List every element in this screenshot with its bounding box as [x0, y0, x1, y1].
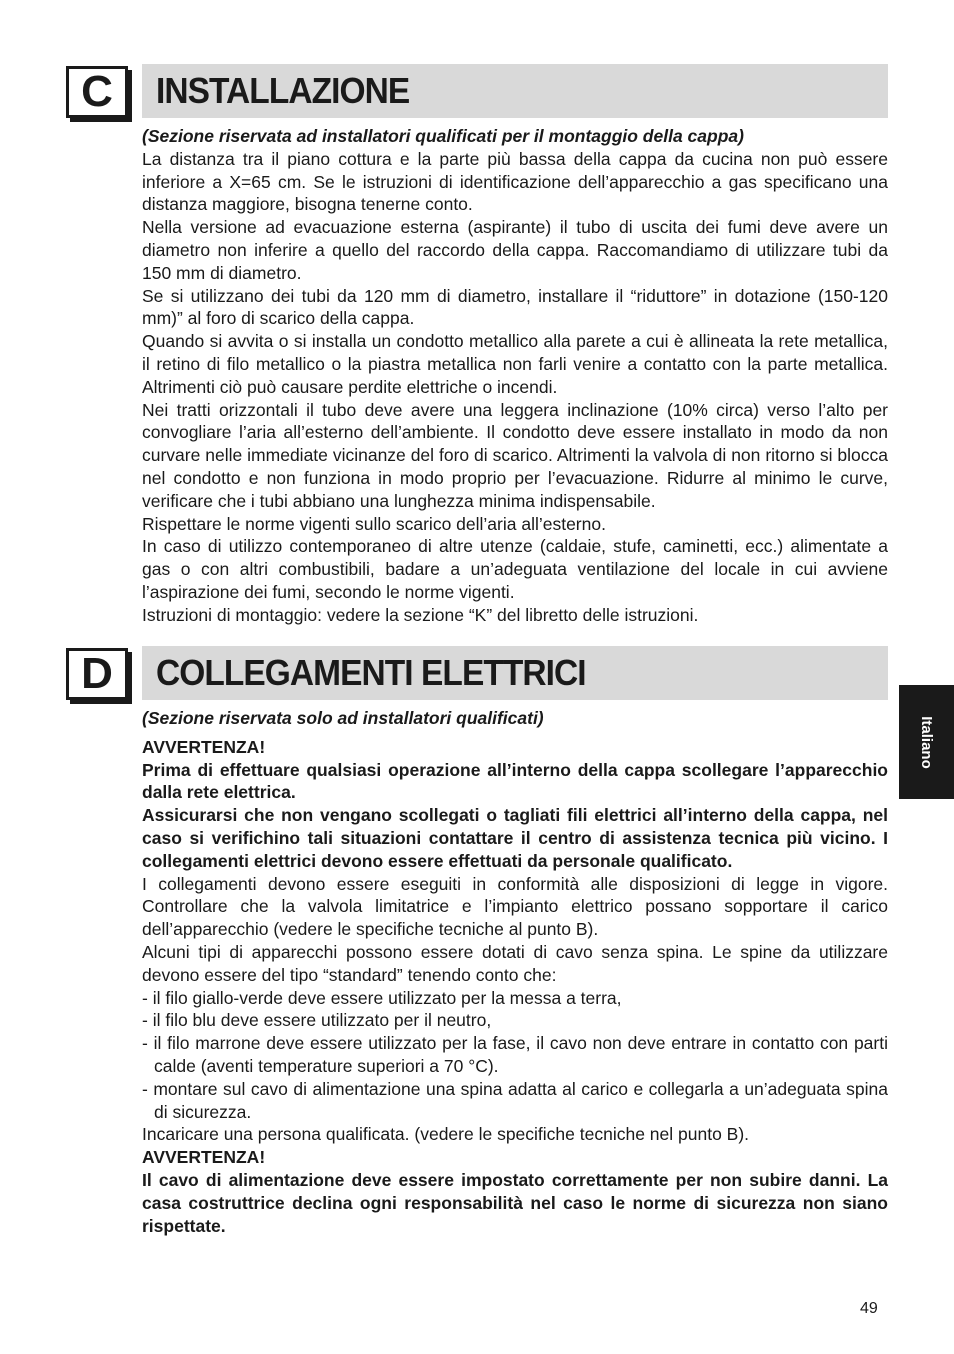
- section-c-note: (Sezione riservata ad installatori qualificati per il montaggio della cappa): [142, 126, 744, 146]
- section-d-paragraph: I collegamenti devono essere eseguiti in conformità alle disposizioni di legge in vigore. Controllare che la valvola limitatrice e l’impianto elettrico possano sopportare il carico dell’apparecchio (vedere le specifiche tecniche al punto B).: [142, 873, 888, 940]
- section-c-paragraph: Se si utilizzano dei tubi da 120 mm di diametro, installare il “riduttore” in dotazione (150-120 mm)” al foro di scarico della cappa.: [142, 285, 888, 329]
- section-c-paragraph: Quando si avvita o si installa un condotto metallico alla parete a cui è allineata la rete metallica, il retino di filo metallico o la piastra metallica non farli venire a contatto con la parte metallica. Altrimenti ciò può causare perdite elettriche o incendi.: [142, 331, 888, 397]
- section-c-title-bar: [142, 64, 888, 118]
- language-tab: [899, 685, 954, 799]
- list-item: - montare sul cavo di alimentazione una spina adatta al carico e collegarla a un’adeguata spina di sicurezza.: [142, 1078, 888, 1122]
- list-item: - il filo blu deve essere utilizzato per il neutro,: [142, 1010, 492, 1031]
- warning-label: AVVERTENZA!: [142, 1147, 266, 1168]
- warning-label: AVVERTENZA!: [142, 736, 266, 757]
- list-item: - il filo marrone deve essere utilizzato per la fase, il cavo non deve entrare in contatto con parti calde (aventi temperature superiori a 70 °C).: [142, 1033, 888, 1076]
- list-item: - il filo giallo-verde deve essere utilizzato per la messa a terra,: [142, 987, 622, 1008]
- section-c-paragraph: In caso di utilizzo contemporaneo di altre utenze (caldaie, stufe, caminetti, ecc.) alimentate a gas o con altri combustibili, badare a un’adeguata ventilazione del locale in cui avviene l’aspirazione dei fumi, secondo le norme vigenti.: [142, 536, 888, 602]
- section-d-note: (Sezione riservata solo ad installatori qualificati): [142, 708, 544, 728]
- section-c-letter-box: [66, 66, 128, 118]
- section-c-body: [142, 125, 888, 627]
- section-c-title: INSTALLAZIONE: [156, 70, 410, 111]
- section-d-letter: D: [81, 649, 113, 698]
- section-c-paragraph: Nei tratti orizzontali il tubo deve avere una leggera inclinazione (10% circa) verso l’alto per convogliare l’aria all’esterno dell’ambiente. Il condotto deve essere installato in modo da non curvare nelle immediate vicinanze del foro di scarico. Altrimenti la valvola di non ritorno si blocca nel condotto e non funziona in modo proprio per l’evacuazione. Ridurre al minimo le curve, verificare che i tubi abbiano una lunghezza minima indispensabile.: [142, 399, 888, 511]
- section-d-body: [142, 707, 888, 1237]
- section-c-paragraph: La distanza tra il piano cottura e la parte più bassa della cappa da cucina non può essere inferiore a X=65 cm. Se le istruzioni di identificazione dell’apparecchio a gas specificano una distanza maggiore, bisogna tenerne conto.: [142, 148, 888, 215]
- section-c-paragraph: Istruzioni di montaggio: vedere la sezione “K” del libretto delle istruzioni.: [142, 604, 699, 625]
- warning-text: Assicurarsi che non vengano scollegati o tagliati fili elettrici all’interno della cappa, nel caso si verifichino tali situazioni contattare il centro di assistenza tecnica più vicino. I collegamenti elettrici devono essere effettuati da personale qualificato.: [142, 805, 888, 871]
- section-c-paragraph: Rispettare le norme vigenti sullo scarico dell’aria all’esterno.: [142, 513, 606, 534]
- section-d-letter-box: [66, 648, 128, 700]
- section-c-letter: C: [81, 67, 113, 116]
- warning-text: Il cavo di alimentazione deve essere impostato correttamente per non subire danni. La casa costruttrice declina ogni responsabilità nel caso le norme di sicurezza non siano rispettate.: [142, 1169, 888, 1236]
- section-d-paragraph: Alcuni tipi di apparecchi possono essere dotati di cavo senza spina. Le spine da utilizzare devono essere del tipo “standard” tenendo conto che:: [142, 941, 888, 985]
- warning-text: Prima di effettuare qualsiasi operazione all’interno della cappa scollegare l’apparecchio dalla rete elettrica.: [142, 759, 888, 803]
- section-d-paragraph: Incaricare una persona qualificata. (vedere le specifiche tecniche nel punto B).: [142, 1124, 750, 1145]
- language-tab-label: Italiano: [917, 715, 935, 769]
- page-number: 49: [860, 1300, 878, 1317]
- section-d-title: COLLEGAMENTI ELETTRICI: [156, 652, 586, 693]
- section-c-paragraph: Nella versione ad evacuazione esterna (aspirante) il tubo di uscita dei fumi deve avere un diametro non inferire a quello del raccordo della cappa. Raccomandiamo di utilizzare tubi da 150 mm di diametro.: [142, 217, 888, 283]
- section-d-title-bar: [142, 646, 888, 700]
